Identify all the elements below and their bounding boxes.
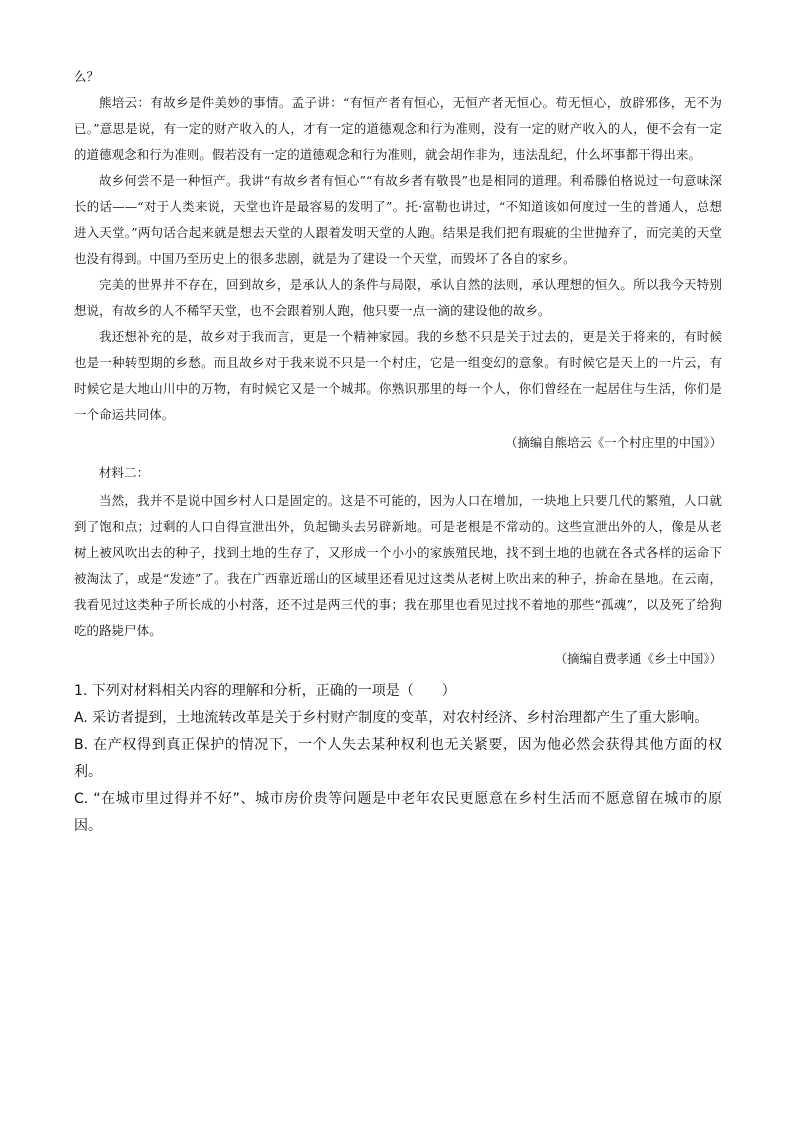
material1-paragraph: 完美的世界并不存在，回到故乡，是承认人的条件与局限，承认自然的法则，承认理想的恒久。所以我今天特别想说，有故乡的人不稀罕天堂，也不会跟着别人跑，他只要一点一滴的建设他的故乡。 xyxy=(74,277,722,318)
fragment-text: 么？ xyxy=(74,69,100,84)
document-page xyxy=(74,64,722,840)
material1-source: （摘编自熊培云《一个村庄里的中国》） xyxy=(505,435,722,450)
option-b[interactable]: B. 在产权得到真正保护的情况下，一个人失去某种权利也无关紧要，因为他必然会获得其他方面的权利。 xyxy=(74,737,722,780)
option-a[interactable]: A. 采访者提到，土地流转改革是关于乡村财产制度的变革，对农村经济、乡村治理都产生了重大影响。 xyxy=(74,710,709,726)
material2-paragraph: 当然，我并不是说中国乡村人口是固定的。这是不可能的，因为人口在增加，一块地上只要几代的繁殖，人口就到了饱和点；过剩的人口自得宣泄出外，负起锄头去另辟新地。可是老根是不常动的。这些宣泄出外的人，像是从老树上被风吹出去的种子，找到土地的生存了，又形成一个小小的家族殖民地，找不到土地的也就在各式各样的运命下被淘汰了，或是“发迹”了。我在广西靠近瑶山的区域里还看见过这类从老树上吹出来的种子，拚命在垦地。在云南，我看见过这类种子所长成的小村落，还不过是两三代的事；我在那里也看见过找不着地的那些“孤魂”，以及死了给狗吃的路毙尸体。 xyxy=(74,493,722,638)
material2-source: （摘编自费孝通《乡土中国》） xyxy=(554,651,722,666)
question-stem: 1. 下列对材料相关内容的理解和分析，正确的一项是（ ） xyxy=(74,683,456,699)
material1-paragraph: 我还想补充的是，故乡对于我而言，更是一个精神家园。我的乡愁不只是关于过去的，更是关于将来的，有时候也是一种转型期的乡愁。而且故乡对于我来说不只是一个村庄，它是一组变幻的意象。有时候它是天上的一片云，有时候它是大地山川中的万物，有时候它又是一个城邦。你熟识那里的每一个人，你们曾经在一起居住与生活，你们是一个命运共同体。 xyxy=(74,329,722,422)
material1-paragraph: 熊培云：有故乡是件美妙的事情。孟子讲：“有恒产者有恒心，无恒产者无恒心。苟无恒心，放辟邪侈，无不为已。”意思是说，有一定的财产收入的人，才有一定的道德观念和行为准则，没有一定的财产收入的人，便不会有一定的道德观念和行为准则。假若没有一定的道德观念和行为准则，就会胡作非为，违法乱纪，什么坏事都干得出来。 xyxy=(74,95,722,162)
option-c[interactable]: C. “在城市里过得并不好”、城市房价贵等问题是中老年农民更愿意在乡村生活而不愿意留在城市的原因。 xyxy=(74,791,722,834)
material2-label: 材料二： xyxy=(99,465,150,480)
material1-paragraph: 故乡何尝不是一种恒产。我讲“有故乡者有恒心”“有故乡者有敬畏”也是相同的道理。利希滕伯格说过一句意味深长的话——“对于人类来说，天堂也许是最容易的发明了”。托·富勒也讲过，“不知道该如何度过一生的普通人，总想进入天堂。”两句话合起来就是想去天堂的人跟着发明天堂的人跑。结果是我们把有瑕疵的尘世抛弃了，而完美的天堂也没有得到。中国乃至历史上的很多悲剧，就是为了建设一个天堂，而毁坏了各自的家乡。 xyxy=(74,173,722,266)
